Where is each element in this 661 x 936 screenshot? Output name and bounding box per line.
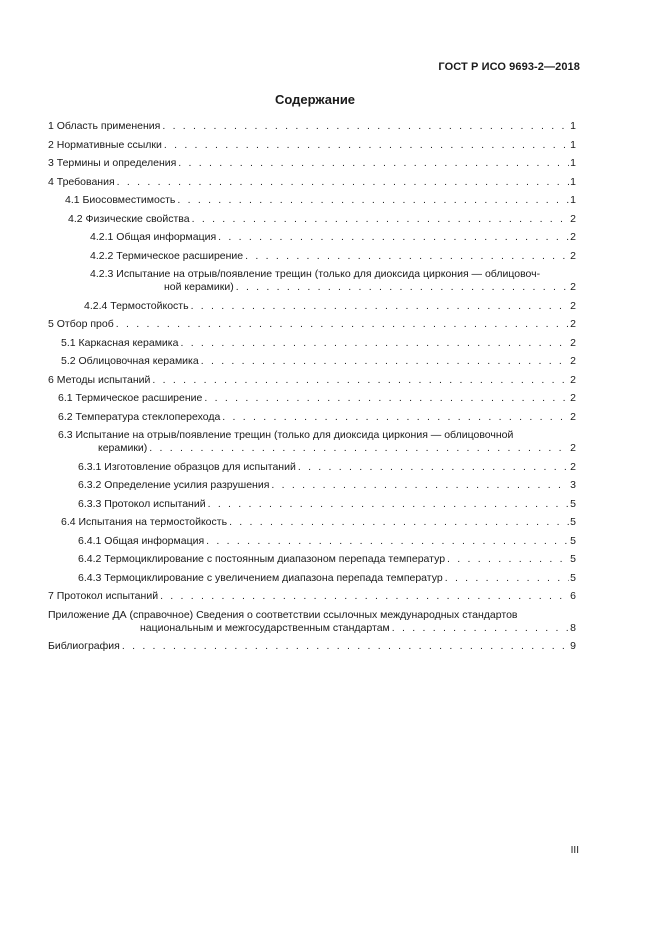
toc-entry-text-first-line: 4.2.3 Испытание на отрыв/появление трещин (только для диоксида циркония — облицовоч- xyxy=(90,268,541,280)
toc-entry-2[interactable] xyxy=(48,139,576,152)
dot-leader xyxy=(271,479,569,492)
dot-leader xyxy=(208,498,570,511)
toc-entry-text: 4.1 Биосовместимость xyxy=(65,194,176,206)
toc-entry-text: 6.3.1 Изготовление образцов для испытаний xyxy=(78,460,296,473)
dot-leader xyxy=(218,231,569,244)
toc-entry-text: 6.3.3 Протокол испытаний xyxy=(78,497,206,510)
toc-entry-text-first-line: 6.3 Испытание на отрыв/появление трещин (только для диоксида циркония — облицовочной xyxy=(58,429,514,441)
toc-page-number: 5 xyxy=(570,497,576,510)
toc-entry-6-3-1[interactable] xyxy=(48,461,576,474)
dot-leader xyxy=(177,194,569,207)
toc-entry-4[interactable] xyxy=(48,176,576,189)
toc-page-number: 2 xyxy=(570,460,576,473)
dot-leader xyxy=(162,120,569,133)
toc-entry-4-2-4[interactable] xyxy=(48,300,576,313)
toc-entry-text: 4.2 Физические свойства xyxy=(68,212,190,225)
toc-page-number: 1 xyxy=(570,157,576,169)
dot-leader xyxy=(152,374,569,387)
toc-entry-4-2-3[interactable] xyxy=(48,268,576,294)
toc-entry-7[interactable] xyxy=(48,590,576,603)
toc-entry-appendix-da[interactable] xyxy=(48,609,576,635)
dot-leader xyxy=(164,139,569,152)
toc-entry-6-4-2[interactable] xyxy=(48,553,576,566)
dot-leader xyxy=(298,461,569,474)
toc-entry-text: 7 Протокол испытаний xyxy=(48,590,159,602)
dot-leader xyxy=(201,355,569,368)
toc-page-number: 1 xyxy=(570,120,576,132)
toc-entry-text: 4 Требования xyxy=(48,175,115,188)
toc-entry-4-1[interactable] xyxy=(48,194,576,207)
toc-entry-6-3-3[interactable] xyxy=(48,498,576,511)
toc-page-number: 2 xyxy=(570,318,576,330)
toc-entry-text: 5 Отбор проб xyxy=(48,318,114,330)
toc-page-number: 2 xyxy=(570,231,576,243)
dot-leader xyxy=(236,281,569,294)
dot-leader xyxy=(206,535,569,548)
toc-entry-text: 4.2.4 Термостойкость xyxy=(84,299,189,312)
standard-designation: ГОСТ Р ИСО 9693-2—2018 xyxy=(438,61,580,73)
toc-entry-text: 6.4.2 Термоциклирование с постоянным диапазоном перепада температур xyxy=(78,553,446,565)
toc-entry-text: 6 Методы испытаний xyxy=(48,373,151,386)
toc-entry-3[interactable] xyxy=(48,157,576,170)
toc-entry-text: 5.2 Облицовочная керамика xyxy=(61,355,199,367)
toc-page-number: 2 xyxy=(570,336,576,349)
toc-page-number: 2 xyxy=(570,442,576,454)
toc-entry-6-2[interactable] xyxy=(48,411,576,424)
toc-entry-text: национальным и межгосударственным стандартам xyxy=(140,621,390,634)
toc-page-number: 2 xyxy=(570,299,576,312)
toc-page-number: 2 xyxy=(570,281,576,293)
dot-leader xyxy=(122,640,569,653)
toc-entry-text: 4.2.2 Термическое расширение xyxy=(90,249,244,262)
toc-entry-text: 4.2.1 Общая информация xyxy=(90,231,217,243)
toc-entry-text: керамики) xyxy=(98,442,148,454)
toc-entry-text: 1 Область применения xyxy=(48,120,161,132)
toc-page-number: 1 xyxy=(570,138,576,151)
dot-leader xyxy=(245,250,569,263)
dot-leader xyxy=(192,213,570,226)
toc-entry-5-1[interactable] xyxy=(48,337,576,350)
dot-leader xyxy=(191,300,570,313)
toc-page-number: 2 xyxy=(570,249,576,262)
dot-leader xyxy=(116,318,569,331)
dot-leader xyxy=(180,337,569,350)
toc-page-number: 2 xyxy=(570,212,576,225)
toc-entry-4-2-1[interactable] xyxy=(48,231,576,244)
dot-leader xyxy=(445,572,569,585)
toc-page-number: 3 xyxy=(570,479,576,491)
toc-entry-6-4-1[interactable] xyxy=(48,535,576,548)
toc-page-number: 2 xyxy=(570,355,576,367)
toc-page-number: 6 xyxy=(570,590,576,602)
toc-page-number: 5 xyxy=(570,534,576,547)
toc-page-number: 1 xyxy=(570,194,576,206)
toc-entry-6-3-2[interactable] xyxy=(48,479,576,492)
dot-leader xyxy=(392,622,569,635)
toc-entry-text: 3 Термины и определения xyxy=(48,157,177,169)
toc-entry-text: 6.4.1 Общая информация xyxy=(78,534,205,547)
dot-leader xyxy=(447,553,569,566)
toc-page-number: 5 xyxy=(570,571,576,584)
dot-leader xyxy=(149,442,569,455)
toc-entry-6-4-3[interactable] xyxy=(48,572,576,585)
toc-title: Содержание xyxy=(274,92,356,107)
toc-entry-text: 2 Нормативные ссылки xyxy=(48,138,162,151)
toc-entry-6-1[interactable] xyxy=(48,392,576,405)
toc-entry-1[interactable] xyxy=(48,120,576,133)
toc-page-number: 1 xyxy=(570,175,576,188)
toc-page-number: 9 xyxy=(570,640,576,652)
toc-entry-6[interactable] xyxy=(48,374,576,387)
toc-entry-text: ной керамики) xyxy=(164,281,234,293)
toc-entry-4-2-2[interactable] xyxy=(48,250,576,263)
toc-entry-4-2[interactable] xyxy=(48,213,576,226)
toc-page-number: 8 xyxy=(570,621,576,634)
toc-entry-text: 6.4 Испытания на термостойкость xyxy=(61,516,228,528)
toc-entry-bibliography[interactable] xyxy=(48,640,576,653)
toc-page-number: 5 xyxy=(570,516,576,528)
toc-entry-text: 6.3.2 Определение усилия разрушения xyxy=(78,479,270,491)
toc-page-number: 2 xyxy=(570,392,576,404)
toc-page-number: 2 xyxy=(570,410,576,423)
toc-entry-text: 5.1 Каркасная керамика xyxy=(61,336,179,349)
toc-entry-6-3[interactable] xyxy=(48,429,576,455)
table-of-contents xyxy=(48,120,576,659)
toc-entry-5[interactable] xyxy=(48,318,576,331)
toc-entry-text-first-line: Приложение ДА (справочное) Сведения о соответствии ссылочных международных стандартов xyxy=(48,608,518,621)
toc-entry-text: 6.2 Температура стеклоперехода xyxy=(58,410,221,423)
toc-page-number: 2 xyxy=(570,373,576,386)
toc-entry-5-2[interactable] xyxy=(48,355,576,368)
dot-leader xyxy=(160,590,569,603)
dot-leader xyxy=(117,176,570,189)
toc-entry-text: Библиография xyxy=(48,640,120,652)
toc-entry-6-4[interactable] xyxy=(48,516,576,529)
toc-page-number: 5 xyxy=(570,553,576,565)
toc-entry-text: 6.1 Термическое расширение xyxy=(58,392,203,404)
dot-leader xyxy=(222,411,569,424)
toc-entry-text: 6.4.3 Термоциклирование с увеличением диапазона перепада температур xyxy=(78,571,443,584)
dot-leader xyxy=(204,392,569,405)
page-number: III xyxy=(570,845,579,856)
dot-leader xyxy=(229,516,569,529)
dot-leader xyxy=(178,157,569,170)
